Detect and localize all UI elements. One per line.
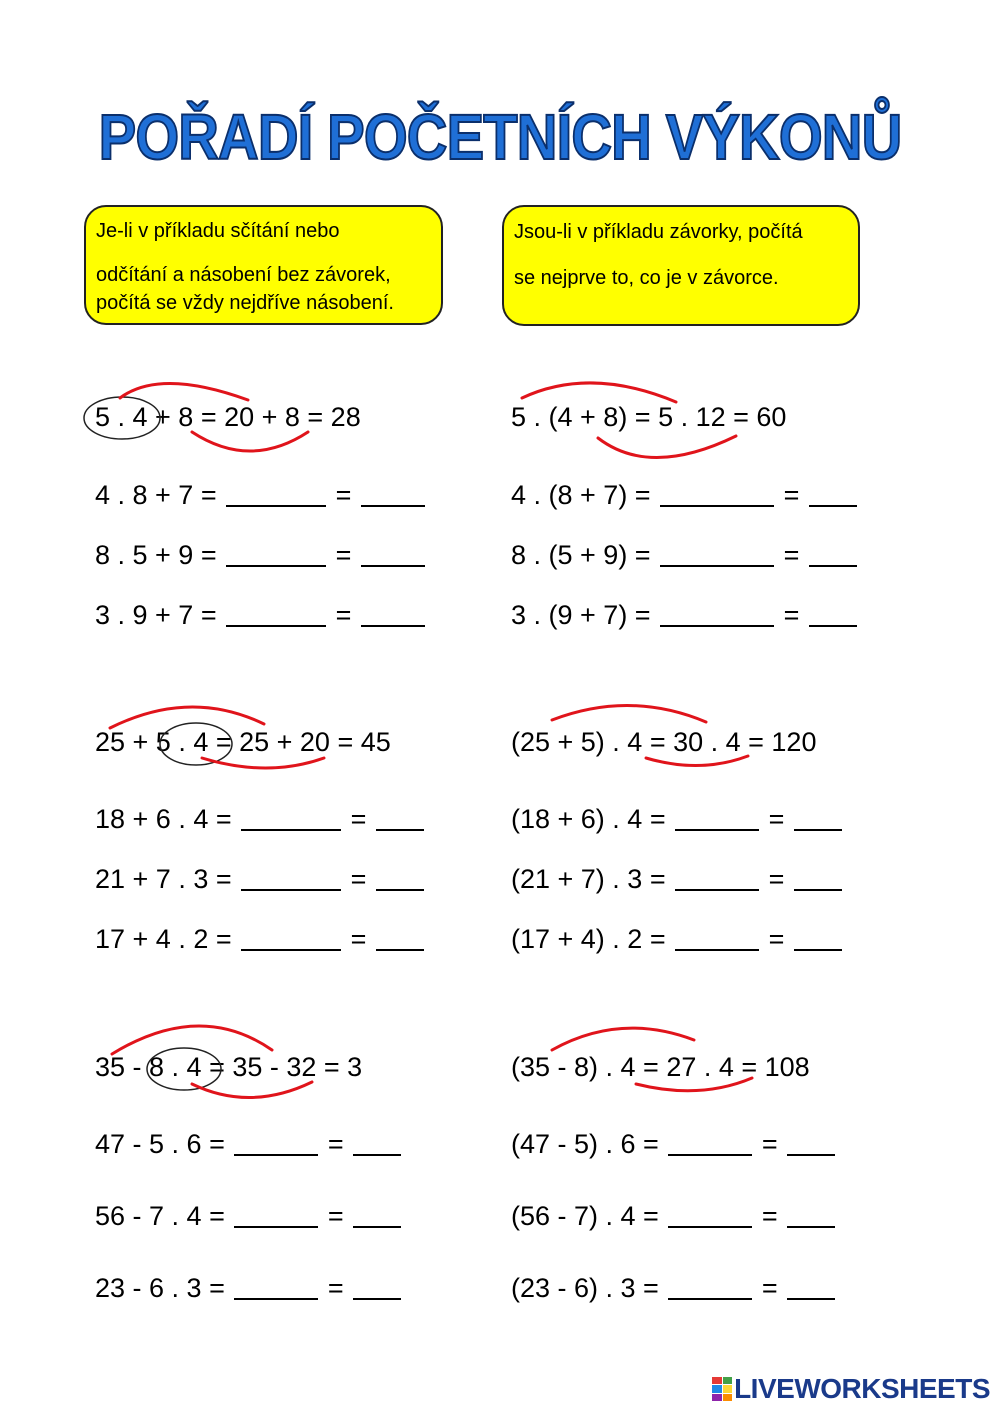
exercise-expression: 17 + 4 . 2 = xyxy=(95,924,232,954)
equals-sign: = xyxy=(350,804,367,834)
answer-blank-result[interactable] xyxy=(353,1200,401,1228)
footer-brand: LIVEWORKSHEETS xyxy=(734,1373,990,1404)
rule-text-line: se nejprve to, co je v závorce. xyxy=(514,267,779,289)
exercise-expression: 23 - 6 . 3 = xyxy=(95,1273,225,1303)
answer-blank-result[interactable] xyxy=(809,539,857,567)
rule-box-brackets-first xyxy=(502,205,860,326)
arc-mark xyxy=(192,1082,312,1098)
exercise-expression: (18 + 6) . 4 = xyxy=(511,804,666,834)
equals-sign: = xyxy=(761,1201,778,1231)
equals-sign: = xyxy=(327,1129,344,1159)
answer-blank-intermediate[interactable] xyxy=(668,1200,752,1228)
arc-mark xyxy=(192,432,308,451)
answer-blank-intermediate[interactable] xyxy=(668,1272,752,1300)
exercise-row xyxy=(511,1197,837,1232)
exercise-expression: 21 + 7 . 3 = xyxy=(95,864,232,894)
equals-sign: = xyxy=(327,1273,344,1303)
example-equation: (25 + 5) . 4 = 30 . 4 = 120 xyxy=(511,727,817,757)
equals-sign: = xyxy=(335,480,352,510)
answer-blank-intermediate[interactable] xyxy=(660,599,774,627)
exercise-row xyxy=(511,800,844,835)
arc-mark xyxy=(110,707,264,728)
exercise-row xyxy=(95,536,427,571)
answer-blank-result[interactable] xyxy=(376,803,424,831)
equals-sign: = xyxy=(761,1273,778,1303)
answer-blank-result[interactable] xyxy=(353,1128,401,1156)
exercise-expression: (21 + 7) . 3 = xyxy=(511,864,666,894)
rule-text-line: počítá se vždy nejdříve násobení. xyxy=(96,292,394,314)
answer-blank-result[interactable] xyxy=(787,1128,835,1156)
exercise-row xyxy=(511,476,859,511)
exercise-row xyxy=(95,596,427,631)
exercise-expression: 56 - 7 . 4 = xyxy=(95,1201,225,1231)
arc-mark xyxy=(202,758,324,768)
exercise-expression: 8 . (5 + 9) = xyxy=(511,540,651,570)
answer-blank-intermediate[interactable] xyxy=(226,599,326,627)
answer-blank-result[interactable] xyxy=(794,863,842,891)
exercise-expression: 8 . 5 + 9 = xyxy=(95,540,217,570)
arc-mark xyxy=(598,436,736,458)
exercise-row xyxy=(511,1269,837,1304)
exercise-row xyxy=(511,920,844,955)
answer-blank-intermediate[interactable] xyxy=(675,923,759,951)
equals-sign: = xyxy=(350,924,367,954)
answer-blank-intermediate[interactable] xyxy=(234,1200,318,1228)
answer-blank-result[interactable] xyxy=(376,923,424,951)
rule-text-line: Je-li v příkladu sčítání nebo xyxy=(96,220,340,242)
exercise-row xyxy=(95,1269,403,1304)
rule-box-multiplication-first xyxy=(84,205,443,325)
answer-blank-intermediate[interactable] xyxy=(675,863,759,891)
rule-text-line: Jsou-li v příkladu závorky, počítá xyxy=(514,221,803,243)
arc-mark xyxy=(552,1028,694,1050)
exercise-expression: (56 - 7) . 4 = xyxy=(511,1201,659,1231)
answer-blank-result[interactable] xyxy=(353,1272,401,1300)
equals-sign: = xyxy=(768,864,785,894)
equals-sign: = xyxy=(783,540,800,570)
equals-sign: = xyxy=(350,864,367,894)
answer-blank-result[interactable] xyxy=(361,599,425,627)
rule-text-line: odčítání a násobení bez závorek, xyxy=(96,264,391,286)
exercise-expression: 47 - 5 . 6 = xyxy=(95,1129,225,1159)
answer-blank-result[interactable] xyxy=(361,479,425,507)
exercise-row xyxy=(95,1197,403,1232)
arc-mark xyxy=(120,383,248,400)
exercise-row xyxy=(511,1125,837,1160)
equals-sign: = xyxy=(768,804,785,834)
answer-blank-result[interactable] xyxy=(376,863,424,891)
equals-sign: = xyxy=(761,1129,778,1159)
arc-mark xyxy=(522,383,676,402)
equals-sign: = xyxy=(335,600,352,630)
arc-mark xyxy=(552,705,706,722)
answer-blank-intermediate[interactable] xyxy=(668,1128,752,1156)
answer-blank-result[interactable] xyxy=(809,599,857,627)
exercise-row xyxy=(95,920,426,955)
exercise-expression: 3 . (9 + 7) = xyxy=(511,600,651,630)
answer-blank-result[interactable] xyxy=(809,479,857,507)
exercise-row xyxy=(95,1125,403,1160)
answer-blank-intermediate[interactable] xyxy=(241,803,341,831)
exercise-expression: (47 - 5) . 6 = xyxy=(511,1129,659,1159)
example-equation: 25 + 5 . 4 = 25 + 20 = 45 xyxy=(95,727,391,757)
answer-blank-result[interactable] xyxy=(787,1272,835,1300)
equals-sign: = xyxy=(783,480,800,510)
equals-sign: = xyxy=(327,1201,344,1231)
answer-blank-intermediate[interactable] xyxy=(234,1128,318,1156)
answer-blank-intermediate[interactable] xyxy=(226,479,326,507)
equals-sign: = xyxy=(768,924,785,954)
exercise-expression: 3 . 9 + 7 = xyxy=(95,600,217,630)
answer-blank-result[interactable] xyxy=(787,1200,835,1228)
answer-blank-intermediate[interactable] xyxy=(660,539,774,567)
answer-blank-intermediate[interactable] xyxy=(241,863,341,891)
exercise-row xyxy=(511,596,859,631)
example-equation: 5 . (4 + 8) = 5 . 12 = 60 xyxy=(511,402,787,432)
liveworksheets-logo-icon xyxy=(712,1377,732,1401)
equals-sign: = xyxy=(783,600,800,630)
page-title: POŘADÍ POČETNÍCH VÝKONŮ xyxy=(98,101,902,173)
exercise-row xyxy=(95,860,426,895)
answer-blank-result[interactable] xyxy=(794,923,842,951)
answer-blank-result[interactable] xyxy=(361,539,425,567)
exercise-row xyxy=(511,536,859,571)
exercise-expression: 4 . (8 + 7) = xyxy=(511,480,651,510)
answer-blank-intermediate[interactable] xyxy=(241,923,341,951)
exercise-expression: 18 + 6 . 4 = xyxy=(95,804,232,834)
exercise-row xyxy=(511,860,844,895)
answer-blank-intermediate[interactable] xyxy=(675,803,759,831)
example-equation: 5 . 4 + 8 = 20 + 8 = 28 xyxy=(95,402,361,432)
arc-mark xyxy=(112,1026,272,1054)
exercise-expression: (17 + 4) . 2 = xyxy=(511,924,666,954)
answer-blank-intermediate[interactable] xyxy=(226,539,326,567)
exercise-row xyxy=(95,800,426,835)
example-equation: 35 - 8 . 4 = 35 - 32 = 3 xyxy=(95,1052,363,1082)
exercise-expression: (23 - 6) . 3 = xyxy=(511,1273,659,1303)
example-equation: (35 - 8) . 4 = 27 . 4 = 108 xyxy=(511,1052,810,1082)
equals-sign: = xyxy=(335,540,352,570)
liveworksheets-footer xyxy=(712,1375,990,1403)
answer-blank-result[interactable] xyxy=(794,803,842,831)
exercise-expression: 4 . 8 + 7 = xyxy=(95,480,217,510)
answer-blank-intermediate[interactable] xyxy=(234,1272,318,1300)
answer-blank-intermediate[interactable] xyxy=(660,479,774,507)
exercise-row xyxy=(95,476,427,511)
